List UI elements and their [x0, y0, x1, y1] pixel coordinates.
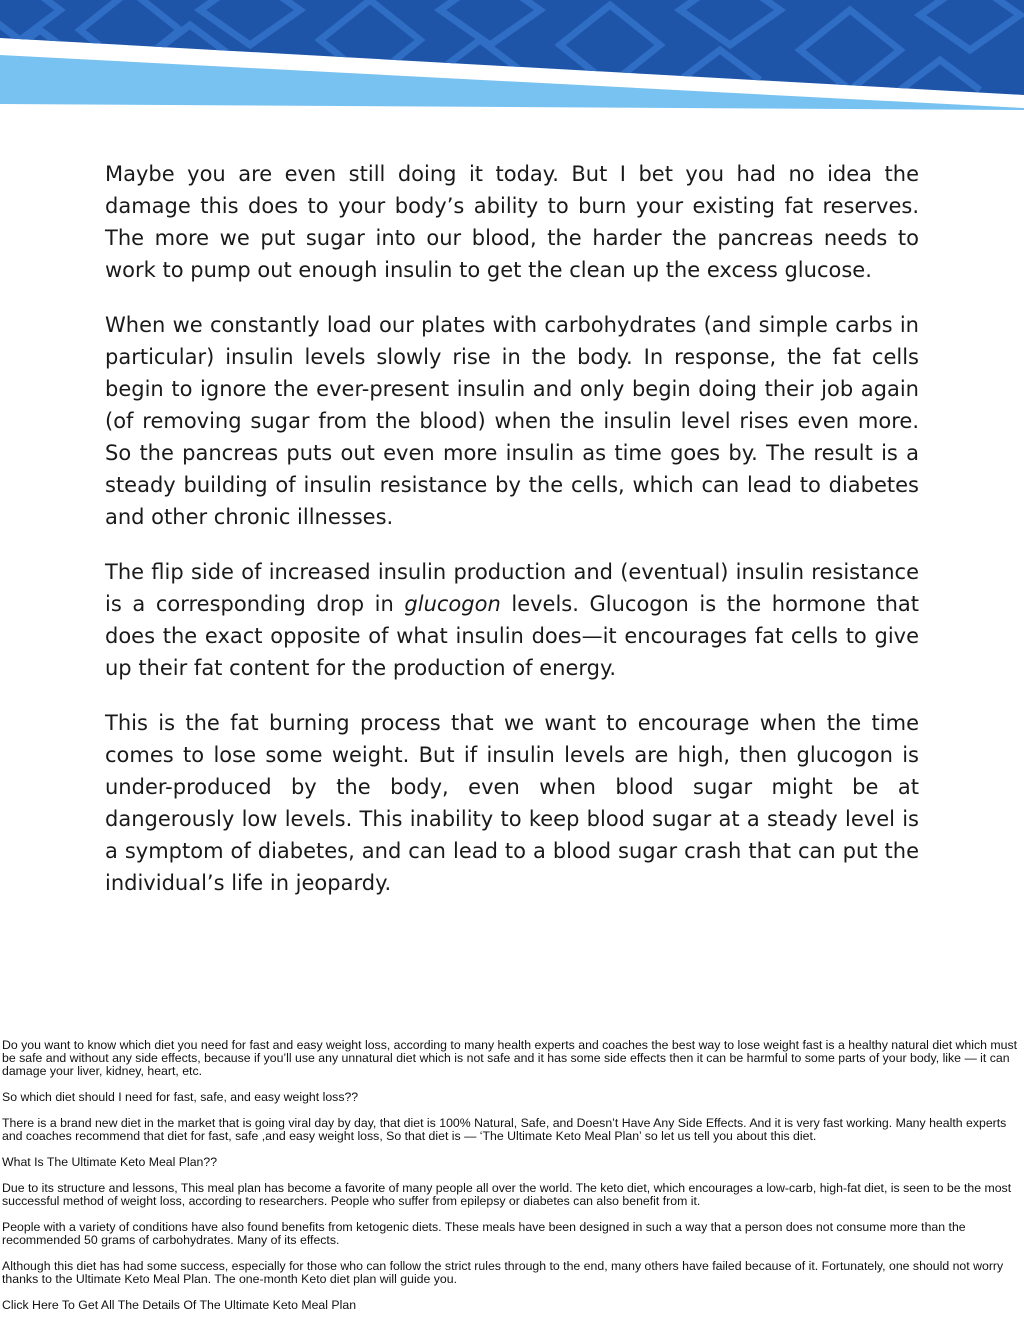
- article-paragraph-2: When we constantly load our plates with carbohydrates (and simple carbs in particular) insulin levels slowly rise in the body. In response, the fat cells begin to ignore the ever-present insulin and only begin doing their job again (of removing sugar from the blood) when the insulin level rises even more. So the pancreas puts out even more insulin as time goes by. The result is a steady building of insulin resistance by the cells, which can lead to diabetes and other chronic illnesses.: [105, 313, 919, 529]
- article-paragraph-4: This is the fat burning process that we want to encourage when the time comes to lose some weight. But if insulin levels are high, then glucogon is under-produced by the body, even when blood sugar might be at dangerously low levels. This inability to keep blood sugar at a steady level is a symptom of diabetes, and can lead to a blood sugar crash that can put the individual’s life in jeopardy.: [105, 711, 919, 895]
- footer-paragraph-5: Due to its structure and lessons, This meal plan has become a favorite of many people all over the world. The keto diet, which encourages a low-carb, high-fat diet, is seen to be the most successful method of weight loss, according to researchers. People who suffer from epilepsy or diabetes can also benefit from it.: [2, 1181, 1012, 1208]
- footer-paragraph-6: People with a variety of conditions have also found benefits from ketogenic diets. These meals have been designed in such a way that a person does not consume more than the recommended 50 grams of carbohydrates. Many of its effects.: [2, 1220, 966, 1247]
- footer-link-text: Click Here To Get All The Details Of The Ultimate Keto Meal Plan: [2, 1298, 357, 1312]
- paragraph-3-end: levels. Glucogon is the hormone that does the exact opposite of what insulin does—it encourages fat cells to give up their fat content for the production of energy.: [105, 592, 919, 680]
- header-banner: [0, 0, 1024, 110]
- footer-paragraph-2: So which diet should I need for fast, safe, and easy weight loss??: [2, 1090, 359, 1104]
- glucogon-italic-term: glucogon: [404, 592, 501, 616]
- footer-paragraph-4: What Is The Ultimate Keto Meal Plan??: [2, 1155, 218, 1169]
- footer-text-block: [2, 1039, 1018, 1325]
- footer-paragraph-7: Although this diet has had some success, especially for those who can follow the strict rules through to the end, many others have failed because of it. Fortunately, one should not worry thanks to the Ultimate Keto Meal Plan. The one-month Keto diet plan will guide you.: [2, 1259, 1004, 1286]
- paragraph-3-start: The flip side of increased insulin production and (eventual) insulin resistance is a corresponding drop in: [105, 560, 919, 616]
- article-paragraph-1: Maybe you are even still doing it today. But I bet you had no idea the damage this does to your body’s ability to burn your existing fat reserves. The more we put sugar into our blood, the harder the pancreas needs to work to pump out enough insulin to get the clean up the excess glucose.: [105, 162, 919, 282]
- footer-paragraph-1: Do you want to know which diet you need for fast and easy weight loss, according to many health experts and coaches the best way to lose weight fast is a healthy natural diet which must be safe and without any side effects, because if you’ll use any unnatural diet which is not safe and it has some side effects then it can be harmful to some parts of your body, like — it can damage your liver, kidney, heart, etc.: [2, 1038, 1018, 1078]
- article-paragraph-3: [105, 556, 919, 684]
- footer-paragraph-3: There is a brand new diet in the market that is going viral day by day, that diet is 100% Natural, Safe, and Doesn’t Have Any Side Effects. And it is very fast working. Many health experts and coaches recommend that diet for fast, safe ,and easy weight loss, So that diet is — ‘The Ultimate Keto Meal Plan’ so let us tell you about this diet.: [2, 1116, 1007, 1143]
- article-body: [105, 158, 919, 922]
